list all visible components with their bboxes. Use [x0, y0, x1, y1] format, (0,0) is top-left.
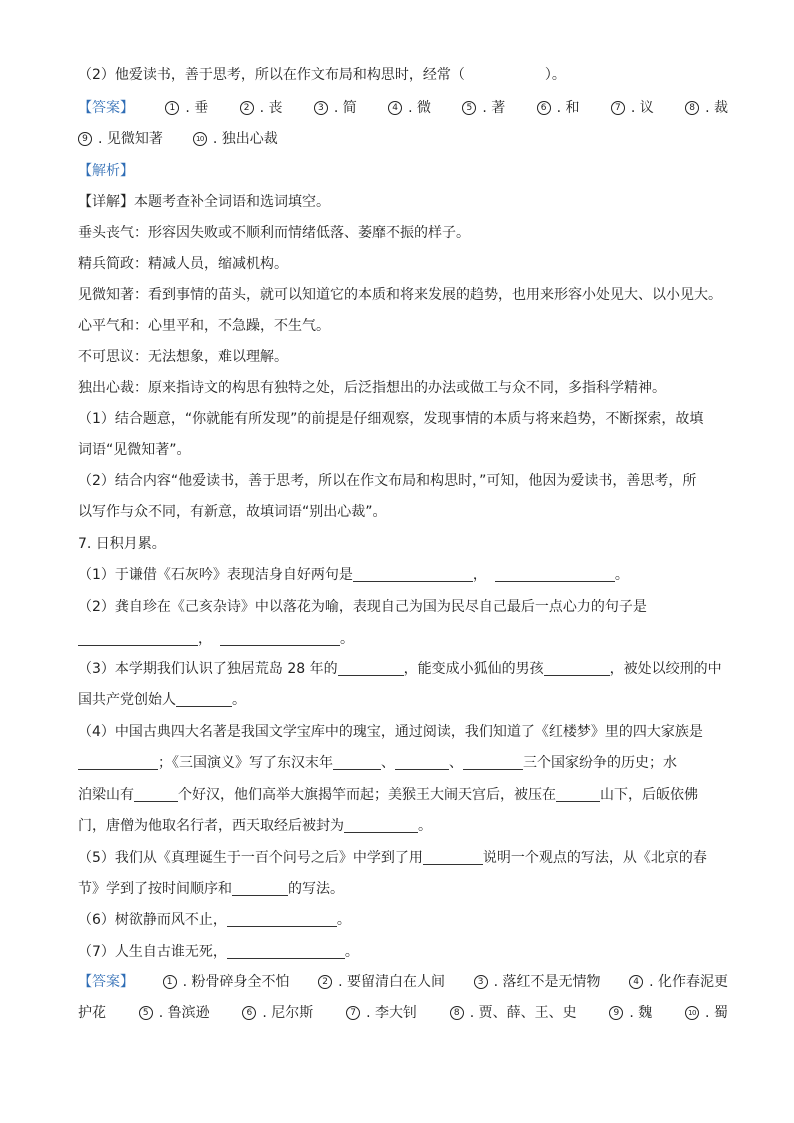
circled-number: 5 — [139, 1006, 153, 1020]
answer-text: . 裁 — [705, 100, 728, 116]
fill-blank — [134, 785, 178, 802]
fill-blank — [353, 565, 473, 582]
detail-line: 独出心裁：原来指诗文的构思有独特之处，后泛指想出的办法或做工与众不同，多指科学精神。 — [78, 380, 666, 396]
answer-text: . 微 — [408, 100, 431, 116]
detail-tag: 【详解】 — [78, 194, 134, 210]
fill-blank — [495, 565, 615, 582]
question-7-1 — [78, 564, 728, 586]
answer-item-10 — [193, 128, 278, 150]
circled-number: 8 — [450, 1006, 464, 1020]
question-text: 、 — [449, 755, 463, 771]
question-7-2a: （2）龚自珍在《己亥杂诗》中以落花为喻，表现自己为国为民尽自己最后一点心力的句子是 — [78, 599, 647, 615]
answer-item-4 — [388, 97, 431, 119]
question-7-5a — [78, 847, 728, 869]
answer2-item-8 — [450, 1002, 577, 1024]
question-7-4b — [78, 752, 728, 774]
circled-number: 7 — [346, 1006, 360, 1020]
circled-number: 1 — [165, 101, 179, 115]
answer2-item-9 — [609, 1002, 652, 1024]
question-text: ， — [472, 567, 487, 583]
question-text: 个好汉，他们高举大旗揭竿而起；美猴王大闹天宫后，被压在 — [178, 787, 556, 803]
answer-text: . 落红不是无情物 — [493, 974, 601, 990]
question-text: 。 — [340, 631, 354, 647]
question-text: 。 — [418, 818, 432, 834]
answer-lead: 护花 — [78, 1005, 106, 1021]
fill-blank — [463, 753, 523, 770]
question-text: （2）他爱读书，善于思考，所以在作文布局和构思时，经常（ — [78, 67, 465, 83]
answer-text: . 要留清白在人间 — [338, 974, 445, 990]
fill-blank — [423, 848, 483, 865]
question-7-7 — [78, 941, 728, 963]
answer-text: . 李大钊 — [366, 1005, 417, 1021]
answer2-item-6 — [242, 1002, 313, 1024]
question-text: ， — [198, 631, 212, 647]
detail-line: 心平气和：心里平和，不急躁，不生气。 — [78, 318, 330, 334]
circled-number: 6 — [242, 1006, 256, 1020]
circled-number: 4 — [629, 975, 643, 989]
answer-text: . 蜀 — [705, 1005, 728, 1021]
question-text: 。 — [614, 567, 629, 583]
circled-number: 6 — [537, 101, 551, 115]
question-text: 、 — [381, 755, 395, 771]
answer2-item-2 — [318, 971, 445, 993]
question-7-4c — [78, 784, 728, 806]
answer-tag: 【答案】 — [78, 100, 134, 116]
answer2-item-4 — [629, 971, 728, 993]
question-7-3a — [78, 658, 728, 680]
fill-blank — [333, 753, 381, 770]
fill-blank — [544, 659, 610, 676]
question-text: （6）树欲静而风不止， — [78, 912, 227, 928]
circled-number: 10 — [685, 1006, 699, 1020]
answer-item-1 — [165, 97, 208, 119]
question-7-title: 7. 日积月累。 — [78, 536, 166, 552]
circled-number: 10 — [193, 132, 207, 146]
detail-line: 不可思议：无法想象，难以理解。 — [78, 349, 288, 365]
answer-text: . 垂 — [185, 100, 209, 116]
fill-blank — [176, 690, 232, 707]
answer-text: . 简 — [333, 100, 357, 116]
answer-text: . 贾、薛、王、史 — [469, 1005, 577, 1021]
question-text: ；《三国演义》写了东汉末年 — [158, 755, 333, 771]
question-text: 三个国家纷争的历史；水 — [523, 755, 677, 771]
fill-blank — [232, 879, 288, 896]
circled-number: 2 — [240, 101, 254, 115]
question-tail: ）。 — [544, 67, 566, 83]
answer2-item-3 — [474, 971, 601, 993]
question-text: 的写法。 — [288, 881, 344, 897]
circled-number: 2 — [318, 975, 332, 989]
answer-item-5 — [462, 97, 505, 119]
answer2-row-2 — [78, 1002, 728, 1024]
detail-line: 精兵简政：精减人员，缩减机构。 — [78, 256, 288, 272]
fill-blank — [220, 629, 340, 646]
detail-line: 垂头丧气：形容因失败或不顺利而情绪低落、萎靡不振的样子。 — [78, 225, 470, 241]
question-text: （3）本学期我们认识了独居荒岛 28 年的 — [78, 661, 338, 677]
question-text: 节》学到了按时间顺序和 — [78, 881, 232, 897]
circled-number: 3 — [474, 975, 488, 989]
question-7-2b — [78, 628, 728, 650]
fill-blank — [344, 816, 418, 833]
explain-1a: （1）结合题意，“你就能有所发现”的前提是仔细观察，发现事情的本质与将来趋势，不断探索，故填 — [78, 411, 704, 427]
answer-text: . 议 — [630, 100, 654, 116]
answer-text: . 著 — [482, 100, 506, 116]
question-6-2 — [78, 64, 728, 86]
answer-text: . 鲁滨逊 — [158, 1005, 210, 1021]
question-text: 。 — [344, 944, 359, 960]
answer-text: . 粉骨碎身全不怕 — [182, 974, 290, 990]
analysis-tag: 【解析】 — [78, 163, 134, 179]
question-text: 国共产党创始人 — [78, 692, 176, 708]
answer-item-7 — [611, 97, 654, 119]
question-text: ，能变成小狐仙的男孩 — [403, 661, 544, 677]
answer-item-8 — [685, 97, 728, 119]
circled-number: 5 — [462, 101, 476, 115]
fill-blank — [78, 753, 158, 770]
question-text: 。 — [232, 692, 246, 708]
question-text: 门，唐僧为他取名行者，西天取经后被封为 — [78, 818, 344, 834]
fill-blank — [338, 659, 404, 676]
question-text: （1）于谦借《石灰吟》表现洁身自好两句是 — [78, 567, 353, 583]
answer-text: . 和 — [556, 100, 580, 116]
answer-text: . 独出心裁 — [212, 131, 278, 147]
answer-gap — [465, 66, 545, 82]
question-text: （7）人生自古谁无死， — [78, 944, 227, 960]
circled-number: 8 — [685, 101, 699, 115]
question-7-4a: （4）中国古典四大名著是我国文学宝库中的瑰宝，通过阅读，我们知道了《红楼梦》里的四大家族是 — [78, 724, 703, 740]
circled-number: 4 — [388, 101, 402, 115]
answer-item-3 — [314, 97, 357, 119]
detail-intro-text: 本题考查补全词语和选词填空。 — [134, 194, 330, 210]
question-text: 说明一个观点的写法，从《北京的春 — [482, 850, 707, 866]
answer2-row-1 — [78, 971, 728, 993]
answer2-item-10 — [685, 1002, 728, 1024]
explain-2b: 以写作与众不同，有新意，故填词语“别出心裁”。 — [78, 504, 387, 520]
fill-blank — [556, 785, 600, 802]
answer-item-9 — [78, 128, 163, 150]
answer-text: . 尼尔斯 — [262, 1005, 314, 1021]
question-7-4d — [78, 815, 728, 837]
circled-number: 9 — [609, 1006, 623, 1020]
answer-item-2 — [240, 97, 283, 119]
question-7-5b — [78, 878, 728, 900]
question-text: 泊梁山有 — [78, 787, 134, 803]
answer-item-6 — [537, 97, 580, 119]
question-text: ，被处以绞刑的中 — [609, 661, 722, 677]
circled-number: 9 — [78, 132, 92, 146]
question-7-6 — [78, 909, 728, 931]
answer-tag: 【答案】 — [78, 974, 134, 990]
answer-text: . 见微知著 — [98, 131, 163, 147]
explain-1b: 词语“见微知著”。 — [78, 442, 191, 458]
circled-number: 1 — [163, 975, 177, 989]
answer2-item-1 — [163, 971, 290, 993]
answer-text: . 丧 — [259, 100, 283, 116]
fill-blank — [395, 753, 449, 770]
circled-number: 3 — [314, 101, 328, 115]
answer2-item-7 — [346, 1002, 417, 1024]
question-text: （5）我们从《真理诞生于一百个问号之后》中学到了用 — [78, 850, 423, 866]
question-text: 山下，后皈依佛 — [600, 787, 698, 803]
answer-text: . 化作春泥更 — [649, 974, 728, 990]
answer-row-1 — [78, 97, 728, 119]
question-7-3b — [78, 689, 728, 711]
fill-blank — [78, 629, 198, 646]
explain-2a: （2）结合内容“他爱读书，善于思考，所以在作文布局和构思时，”可知，他因为爱读书，善思考，所 — [78, 473, 697, 489]
answer-row-2 — [78, 128, 728, 150]
fill-blank — [227, 942, 345, 959]
answer2-item-5 — [139, 1002, 210, 1024]
answer-text: . 魏 — [629, 1005, 653, 1021]
detail-line: 见微知著：看到事情的苗头，就可以知道它的本质和将来发展的趋势，也用来形容小处见大、以小见大。 — [78, 287, 722, 303]
fill-blank — [227, 910, 337, 927]
question-text: 。 — [336, 912, 351, 928]
detail-intro — [78, 191, 728, 213]
circled-number: 7 — [611, 101, 625, 115]
